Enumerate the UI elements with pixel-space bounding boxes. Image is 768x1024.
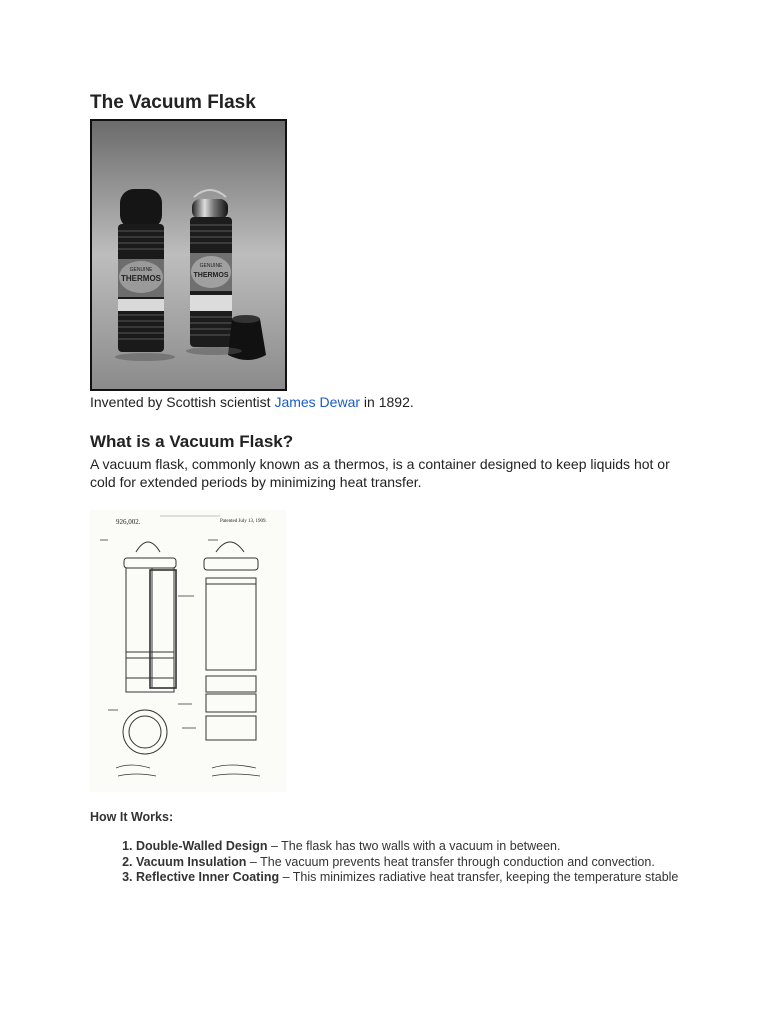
section-heading: What is a Vacuum Flask? — [90, 432, 294, 451]
thermos-photo — [90, 119, 287, 391]
patent-number: 926,002. — [116, 518, 141, 526]
intro-paragraph: A vacuum flask, commonly known as a thermos, is a container designed to keep liquids hot or cold for extended periods by minimizing heat transfer. — [90, 456, 670, 490]
james-dewar-link[interactable]: James Dewar — [274, 394, 361, 410]
patent-date: Patented July 13, 1909. — [220, 519, 267, 524]
photo-brand-text: THERMOS — [121, 274, 161, 283]
page-title: The Vacuum Flask — [90, 92, 256, 113]
how-it-works-heading: How It Works: — [90, 810, 174, 824]
svg-text:GENUINE: GENUINE — [199, 263, 223, 269]
list-item: 2. Vacuum Insulation – The vacuum prevents heat transfer through conduction and convection. — [136, 855, 696, 871]
patent-drawing — [90, 510, 286, 792]
steps-list — [90, 839, 696, 886]
photo-caption: Invented by Scottish scientist James Dewar in 1892. — [90, 394, 414, 410]
photo-small-text: GENUINE — [129, 267, 153, 273]
list-item: 3. Reflective Inner Coating – This minimizes radiative heat transfer, keeping the temperature stable — [136, 870, 696, 886]
list-item: 1. Double-Walled Design – The flask has two walls with a vacuum in between. — [136, 839, 696, 855]
svg-text:THERMOS: THERMOS — [193, 272, 229, 279]
